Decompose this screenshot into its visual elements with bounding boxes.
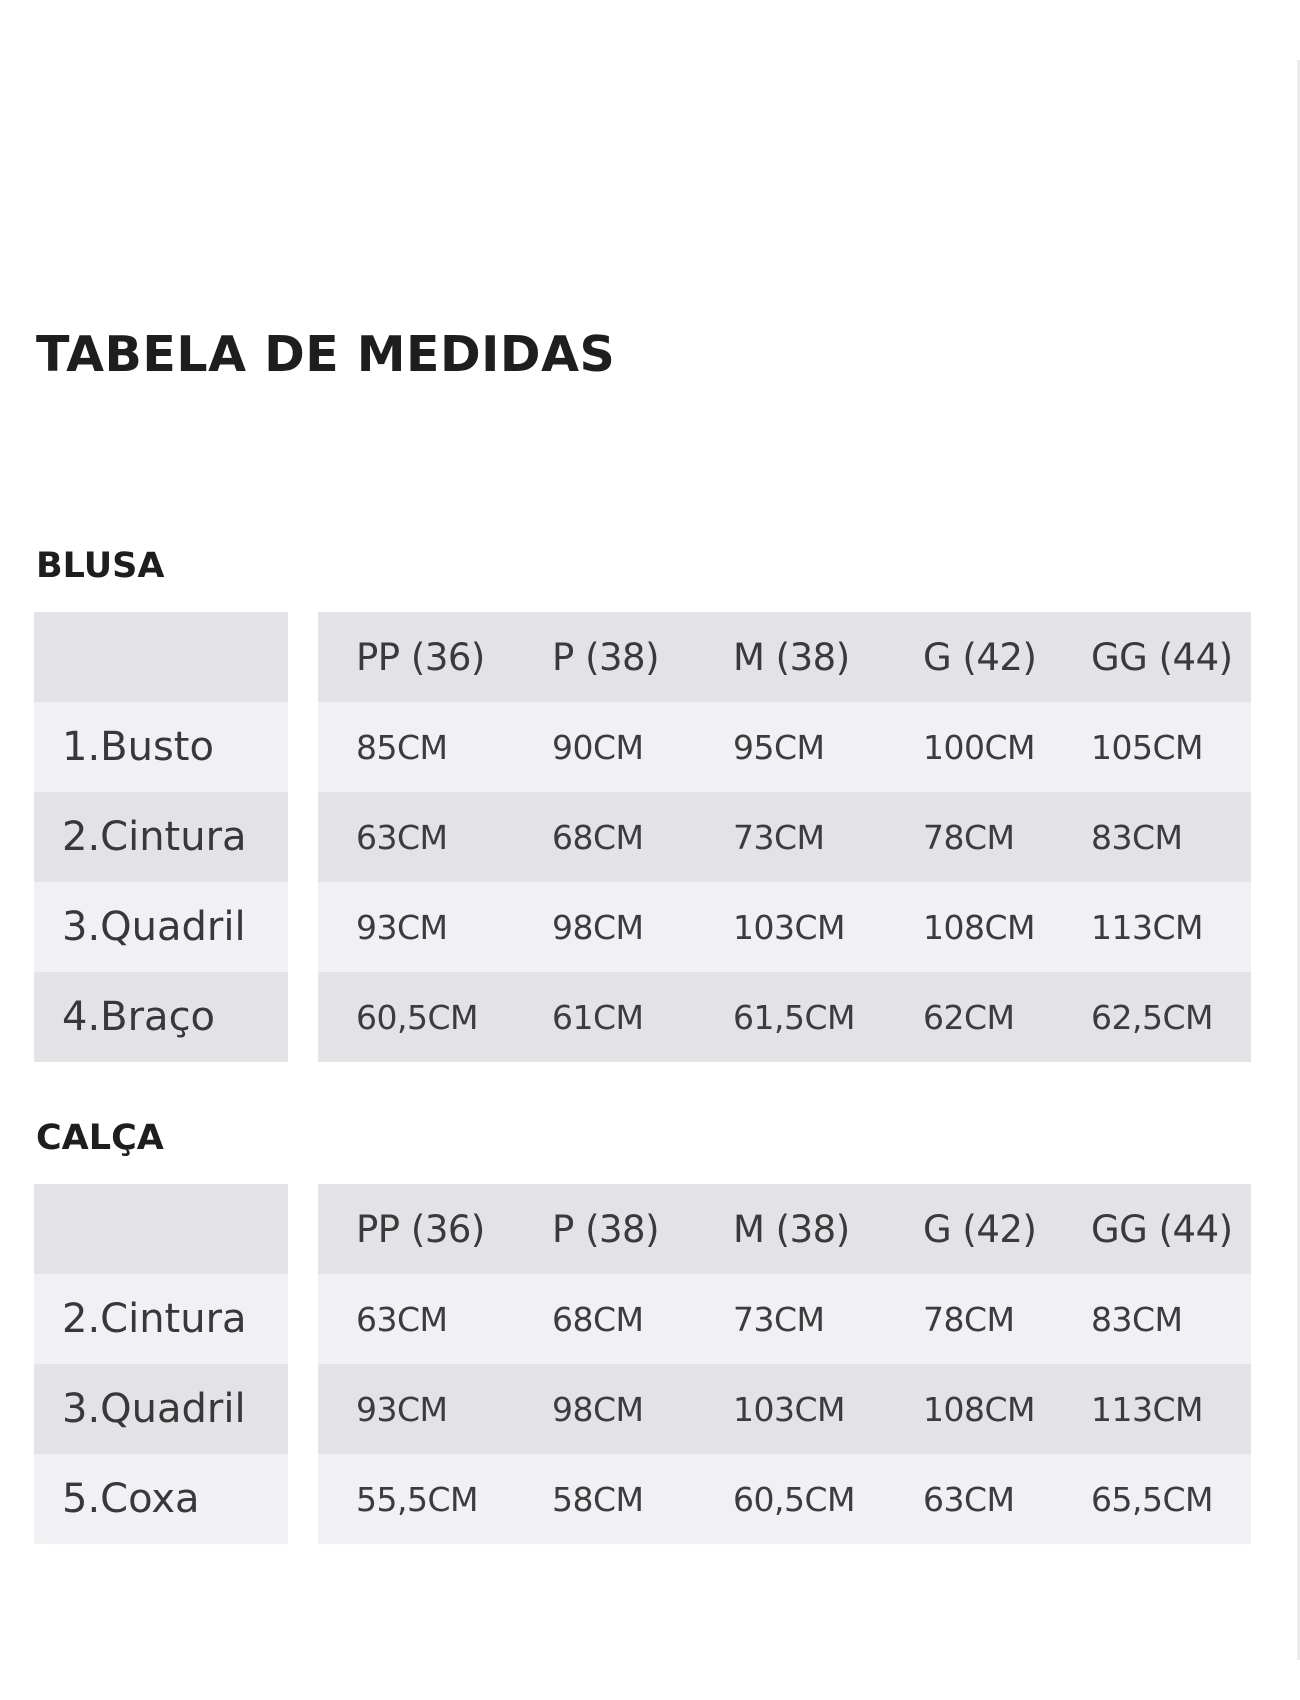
- measure-value: 63CM: [356, 817, 448, 857]
- measure-value: 73CM: [733, 817, 825, 857]
- measure-value: 100CM: [923, 727, 1036, 767]
- measure-value: 83CM: [1091, 817, 1183, 857]
- size-header-p: P (38): [552, 1207, 660, 1251]
- size-header-gg: GG (44): [1091, 1207, 1233, 1251]
- size-header-p: P (38): [552, 635, 660, 679]
- table-header-row: [34, 1184, 1251, 1274]
- measure-value: 63CM: [356, 1299, 448, 1339]
- size-header-pp: PP (36): [356, 635, 485, 679]
- measure-value: 73CM: [733, 1299, 825, 1339]
- table-row: [34, 702, 1251, 792]
- measure-value: 113CM: [1091, 1389, 1204, 1429]
- size-header-gg: GG (44): [1091, 635, 1233, 679]
- table-row: [34, 792, 1251, 882]
- measure-value: 93CM: [356, 907, 448, 947]
- table-row: [34, 1364, 1251, 1454]
- measure-value: 93CM: [356, 1389, 448, 1429]
- size-header-g: G (42): [923, 1207, 1037, 1251]
- measure-value: 62,5CM: [1091, 997, 1213, 1037]
- measure-value: 113CM: [1091, 907, 1204, 947]
- measure-value: 83CM: [1091, 1299, 1183, 1339]
- table-row: [34, 972, 1251, 1062]
- table-row: [34, 882, 1251, 972]
- size-header-pp: PP (36): [356, 1207, 485, 1251]
- measure-value: 105CM: [1091, 727, 1204, 767]
- calca-section-title: CALÇA: [36, 1118, 164, 1158]
- table-row: [34, 1454, 1251, 1544]
- measure-label: 3.Quadril: [34, 882, 288, 972]
- measure-value: 95CM: [733, 727, 825, 767]
- measure-value: 65,5CM: [1091, 1479, 1213, 1519]
- measure-value: 63CM: [923, 1479, 1015, 1519]
- header-corner-cell: [34, 1184, 288, 1274]
- measure-value: 61,5CM: [733, 997, 855, 1037]
- measure-label: 3.Quadril: [34, 1364, 288, 1454]
- measure-label: 2.Cintura: [34, 792, 288, 882]
- measure-value: 103CM: [733, 907, 846, 947]
- measure-value: 55,5CM: [356, 1479, 478, 1519]
- measure-value: 61CM: [552, 997, 644, 1037]
- measure-value: 60,5CM: [733, 1479, 855, 1519]
- measure-label: 4.Braço: [34, 972, 288, 1062]
- table-row: [34, 1274, 1251, 1364]
- blusa-size-table: [34, 612, 1251, 1062]
- blusa-section-title: BLUSA: [36, 546, 165, 586]
- header-corner-cell: [34, 612, 288, 702]
- measure-value: 85CM: [356, 727, 448, 767]
- measure-label: 2.Cintura: [34, 1274, 288, 1364]
- measure-value: 78CM: [923, 817, 1015, 857]
- measure-value: 78CM: [923, 1299, 1015, 1339]
- size-header-g: G (42): [923, 635, 1037, 679]
- measure-value: 108CM: [923, 907, 1036, 947]
- measure-value: 68CM: [552, 817, 644, 857]
- calca-size-table: [34, 1184, 1251, 1544]
- size-header-m: M (38): [733, 1207, 850, 1251]
- measure-value: 60,5CM: [356, 997, 478, 1037]
- measure-value: 62CM: [923, 997, 1015, 1037]
- measure-value: 98CM: [552, 907, 644, 947]
- measure-label: 5.Coxa: [34, 1454, 288, 1544]
- table-header-row: [34, 612, 1251, 702]
- measure-value: 103CM: [733, 1389, 846, 1429]
- measure-value: 58CM: [552, 1479, 644, 1519]
- size-header-m: M (38): [733, 635, 850, 679]
- measure-value: 108CM: [923, 1389, 1036, 1429]
- page-title: TABELA DE MEDIDAS: [36, 326, 616, 383]
- measure-value: 68CM: [552, 1299, 644, 1339]
- measure-value: 90CM: [552, 727, 644, 767]
- measure-label: 1.Busto: [34, 702, 288, 792]
- measure-value: 98CM: [552, 1389, 644, 1429]
